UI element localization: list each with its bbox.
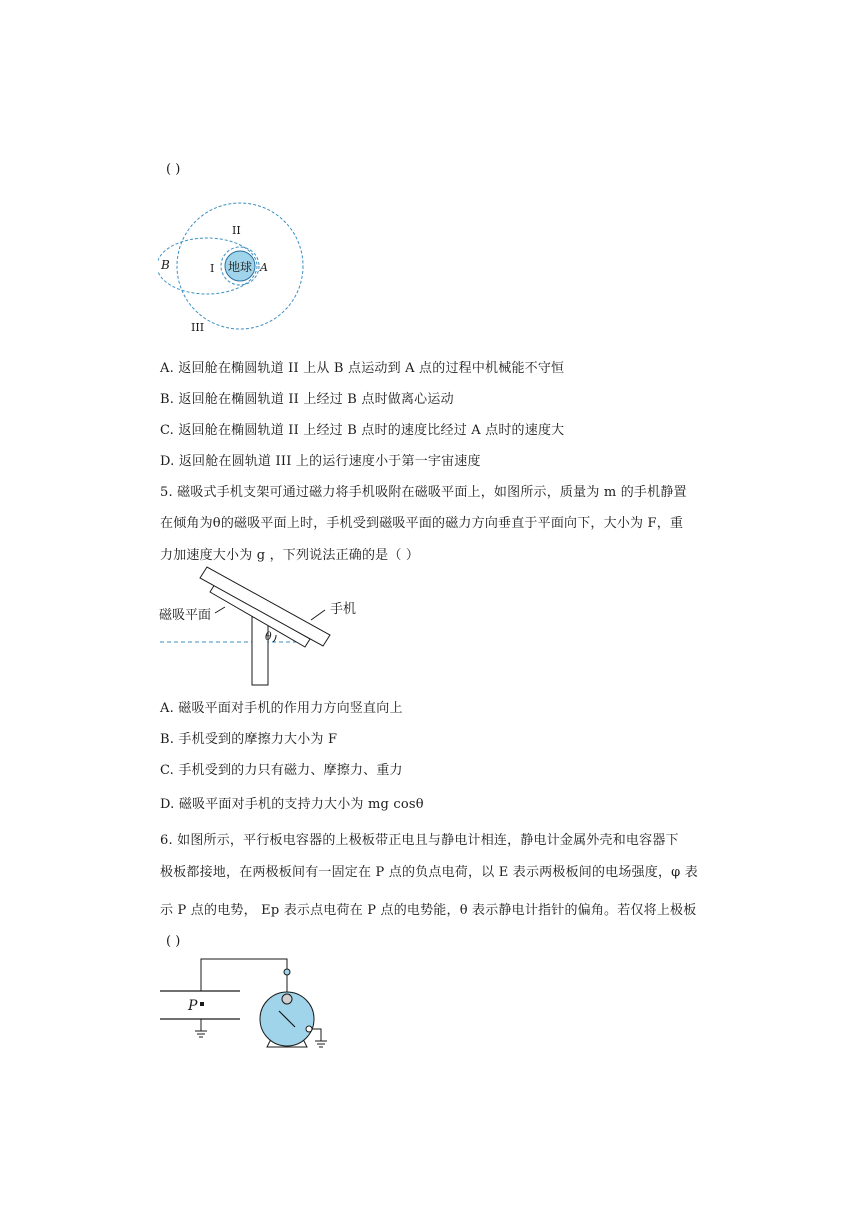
- q5-option-c: C. 手机受到的力只有磁力、摩擦力、重力: [160, 763, 403, 778]
- q5-option-a: A. 磁吸平面对手机的作用力方向竖直向上: [160, 701, 403, 716]
- label-point-p: P: [188, 998, 198, 1014]
- q4-option-b: B. 返回舱在椭圆轨道 II 上经过 B 点时做离心运动: [160, 392, 454, 407]
- q5-option-d: D. 磁吸平面对手机的支持力大小为 mg cosθ: [160, 797, 424, 812]
- stand-post: [252, 617, 268, 685]
- label-phone: 手机: [330, 602, 357, 617]
- label-orbit-ii: II: [232, 224, 241, 237]
- label-theta: θ: [265, 630, 272, 643]
- q6-stem-line-1: 6. 如图所示，平行板电容器的上极板带正电且与静电计相连，静电计金属外壳和电容器下: [160, 833, 679, 848]
- q6-answer-bracket: ( ): [166, 934, 181, 949]
- leader-phone: [311, 610, 325, 620]
- orbit-diagram: [158, 198, 308, 338]
- q5-stem-line-1: 5. 磁吸式手机支架可通过磁力将手机吸附在磁吸平面上，如图所示，质量为 m 的手机静置: [160, 485, 687, 500]
- q5-stem-line-3: 力加速度大小为 g ，下列说法正确的是（ ）: [160, 548, 420, 563]
- q5-option-b: B. 手机受到的摩擦力大小为 F: [160, 732, 338, 747]
- label-point-b: B: [161, 258, 170, 272]
- q4-option-d: D. 返回舱在圆轨道 III 上的运行速度小于第一宇宙速度: [160, 454, 481, 469]
- angle-arc: [273, 635, 276, 642]
- q6-stem-line-3: 示 P 点的电势， Ep 表示点电荷在 P 点的电势能，θ 表示静电计指针的偏角。若仅将上极板: [160, 903, 697, 918]
- q6-stem-line-2: 极板都接地，在两极板间有一固定在 P 点的负点电荷，以 E 表示两极板间的电场强度，φ 表: [160, 865, 699, 880]
- label-magnetic-plane: 磁吸平面: [159, 608, 212, 623]
- connecting-wire: [201, 959, 287, 991]
- phone-holder-diagram: [155, 565, 375, 690]
- q4-answer-bracket: ( ): [166, 162, 181, 177]
- electroscope-case-terminal: [306, 1026, 312, 1032]
- electroscope-knob: [282, 994, 292, 1004]
- ground-wire-electroscope: [312, 1029, 321, 1041]
- q4-option-c: C. 返回舱在椭圆轨道 II 上经过 B 点时的速度比经过 A 点时的速度大: [160, 423, 565, 438]
- electroscope-terminal: [284, 969, 290, 975]
- capacitor-electroscope-diagram: [155, 955, 355, 1060]
- q5-stem-line-2: 在倾角为θ的磁吸平面上时，手机受到磁吸平面的磁力方向垂直于平面向下，大小为 F，重: [160, 516, 684, 531]
- point-p-charge: [200, 1002, 204, 1006]
- leader-plane: [215, 607, 225, 613]
- label-point-a: A: [260, 261, 268, 274]
- label-orbit-i: I: [210, 262, 215, 275]
- earth-label: 地球: [227, 260, 253, 274]
- q4-option-a: A. 返回舱在椭圆轨道 II 上从 B 点运动到 A 点的过程中机械能不守恒: [160, 361, 565, 376]
- label-orbit-iii: III: [191, 321, 205, 334]
